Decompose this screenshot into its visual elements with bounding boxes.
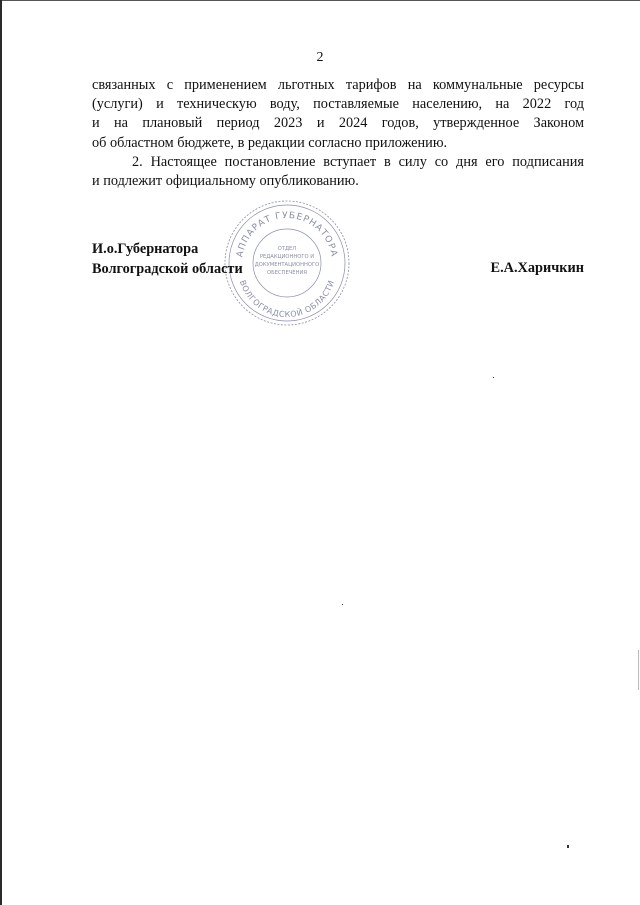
paragraph-2 xyxy=(92,153,584,191)
scan-speck xyxy=(567,845,569,848)
signatory-title xyxy=(92,240,243,279)
paragraph-2-line-1: 2. Настоящее постановление вступает в силу со дня его подписания xyxy=(132,153,584,170)
page-edge-left xyxy=(0,0,2,905)
page-number: 2 xyxy=(316,50,324,65)
paragraph-1-line-2: (услуги) и техническую воду, поставляемые населению, на 2022 год xyxy=(92,96,584,113)
scan-speck xyxy=(342,604,343,605)
document-body xyxy=(92,76,584,191)
stamp-center-line-3: ДОКУМЕНТАЦИОННОГО xyxy=(254,262,320,268)
signatory-title-line-2: Волгоградской области xyxy=(92,260,243,277)
scan-speck xyxy=(493,377,494,378)
stamp-bottom-text: ВОЛГОГРАДСКОЙ ОБЛАСТИ xyxy=(237,278,337,320)
svg-text:ВОЛГОГРАДСКОЙ ОБЛАСТИ xyxy=(238,279,336,319)
signatory-title-line-1: И.о.Губернатора xyxy=(92,241,199,257)
page-edge-top xyxy=(0,0,640,1)
scan-speck xyxy=(638,650,639,690)
paragraph-1-line-1: связанных с применением льготных тарифов на коммунальные ресурсы xyxy=(92,77,584,93)
paragraph-1 xyxy=(92,76,584,153)
stamp-outer-text: АППАРАТ ГУБЕРНАТОРА xyxy=(235,210,339,259)
stamp-center-line-4: ОБЕСПЕЧЕНИЯ xyxy=(267,270,307,276)
signatory-name: Е.А.Харичкин xyxy=(490,260,584,276)
stamp-center-line-2: РЕДАКЦИОННОГО И xyxy=(259,254,315,260)
paragraph-2-line-2: и подлежит официальному опубликованию. xyxy=(92,173,359,190)
paragraph-1-line-3: и на плановый период 2023 и 2024 годов, утвержденное Законом xyxy=(92,115,584,132)
stamp-center-line-1: ОТДЕЛ xyxy=(277,246,297,252)
paragraph-1-line-4: об областном бюджете, в редакции согласно приложению. xyxy=(92,134,448,151)
